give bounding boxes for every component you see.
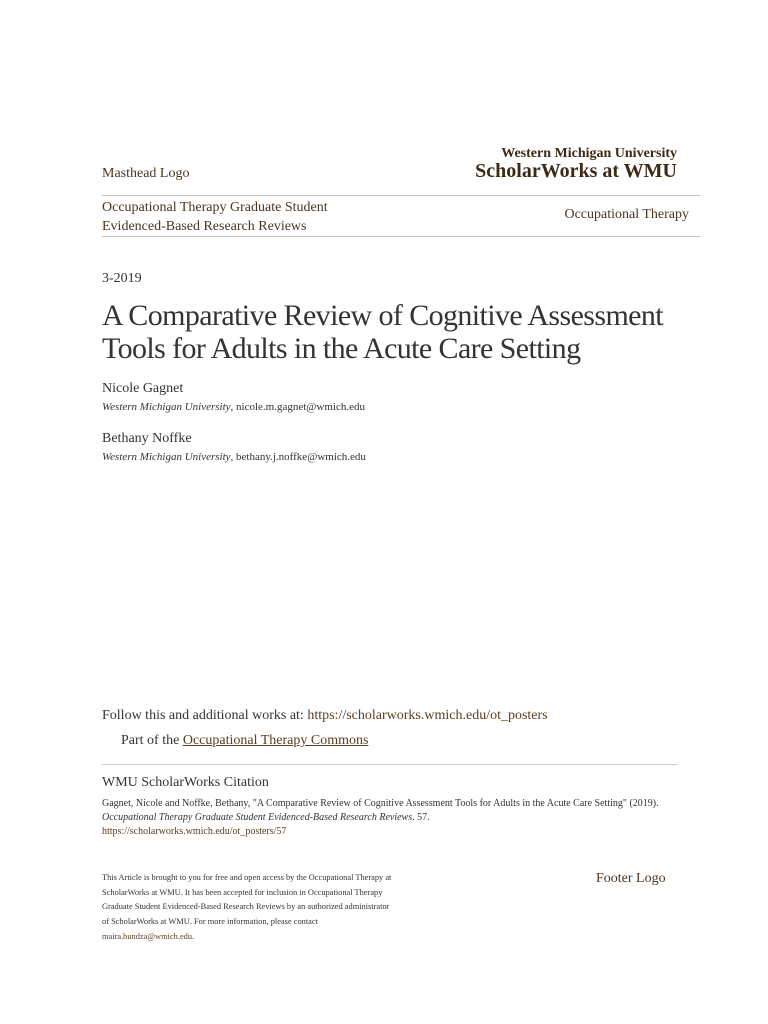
- author-email[interactable]: nicole.m.gagnet@wmich.edu: [236, 401, 365, 413]
- author-email[interactable]: bethany.j.noffke@wmich.edu: [236, 451, 366, 463]
- citation-text: [102, 797, 662, 839]
- university-name[interactable]: Western Michigan University: [501, 146, 677, 161]
- follow-prefix: Follow this and additional works at:: [102, 708, 308, 723]
- affiliation-name: Western Michigan University: [102, 401, 231, 413]
- publication-date: 3-2019: [102, 271, 142, 286]
- citation-url-link[interactable]: https://scholarworks.wmich.edu/ot_posters/57: [102, 826, 287, 837]
- divider-middle: [102, 236, 700, 237]
- series-line-2: Evidenced-Based Research Reviews: [102, 219, 307, 234]
- part-of-line: [121, 733, 368, 749]
- author-name: Nicole Gagnet: [102, 381, 184, 396]
- article-title: A Comparative Review of Cognitive Assessment Tools for Adults in the Acute Care Setting: [102, 299, 664, 365]
- citation-heading: WMU ScholarWorks Citation: [102, 775, 269, 790]
- series-title[interactable]: [102, 198, 402, 236]
- author-affiliation: Western Michigan University, bethany.j.noffke@wmich.edu: [102, 451, 366, 463]
- footer-note-text: This Article is brought to you for free and open access by the Occupational Therapy at ScholarWorks at WMU. It has been accepted for inclusion in Occupational Therapy Graduate Student Evidenced-Based Research Reviews by an authorized administrator of ScholarWorks at WMU. For more information, please contact: [102, 873, 392, 927]
- author-name: Bethany Noffke: [102, 431, 192, 446]
- commons-link[interactable]: Occupational Therapy Commons: [182, 733, 369, 748]
- masthead-logo[interactable]: Masthead Logo: [102, 166, 190, 181]
- citation-part-2: . 57.: [412, 812, 430, 823]
- repository-name[interactable]: ScholarWorks at WMU: [475, 160, 677, 182]
- author-affiliation: Western Michigan University, nicole.m.gagnet@wmich.edu: [102, 401, 365, 413]
- part-of-prefix: Part of the: [121, 733, 183, 748]
- citation-journal: Occupational Therapy Graduate Student Evidenced-Based Research Reviews: [102, 812, 413, 823]
- contact-email-link[interactable]: maira.bundza@wmich.edu: [102, 931, 193, 941]
- department-link[interactable]: Occupational Therapy: [564, 207, 689, 222]
- footer-logo[interactable]: Footer Logo: [596, 871, 666, 886]
- series-line-1: Occupational Therapy Graduate Student: [102, 200, 328, 215]
- divider-top: [102, 195, 700, 196]
- footer-note-end: .: [192, 931, 195, 941]
- divider-citation: [102, 764, 678, 765]
- affiliation-name: Western Michigan University: [102, 451, 231, 463]
- follow-line: [102, 708, 548, 724]
- citation-part-1: Gagnet, Nicole and Noffke, Bethany, "A Comparative Review of Cognitive Assessment Tools for Adults in the Acute Care Setting" (2019).: [102, 798, 659, 809]
- footer-note: [102, 871, 392, 945]
- follow-url-link[interactable]: https://scholarworks.wmich.edu/ot_posters: [307, 708, 548, 723]
